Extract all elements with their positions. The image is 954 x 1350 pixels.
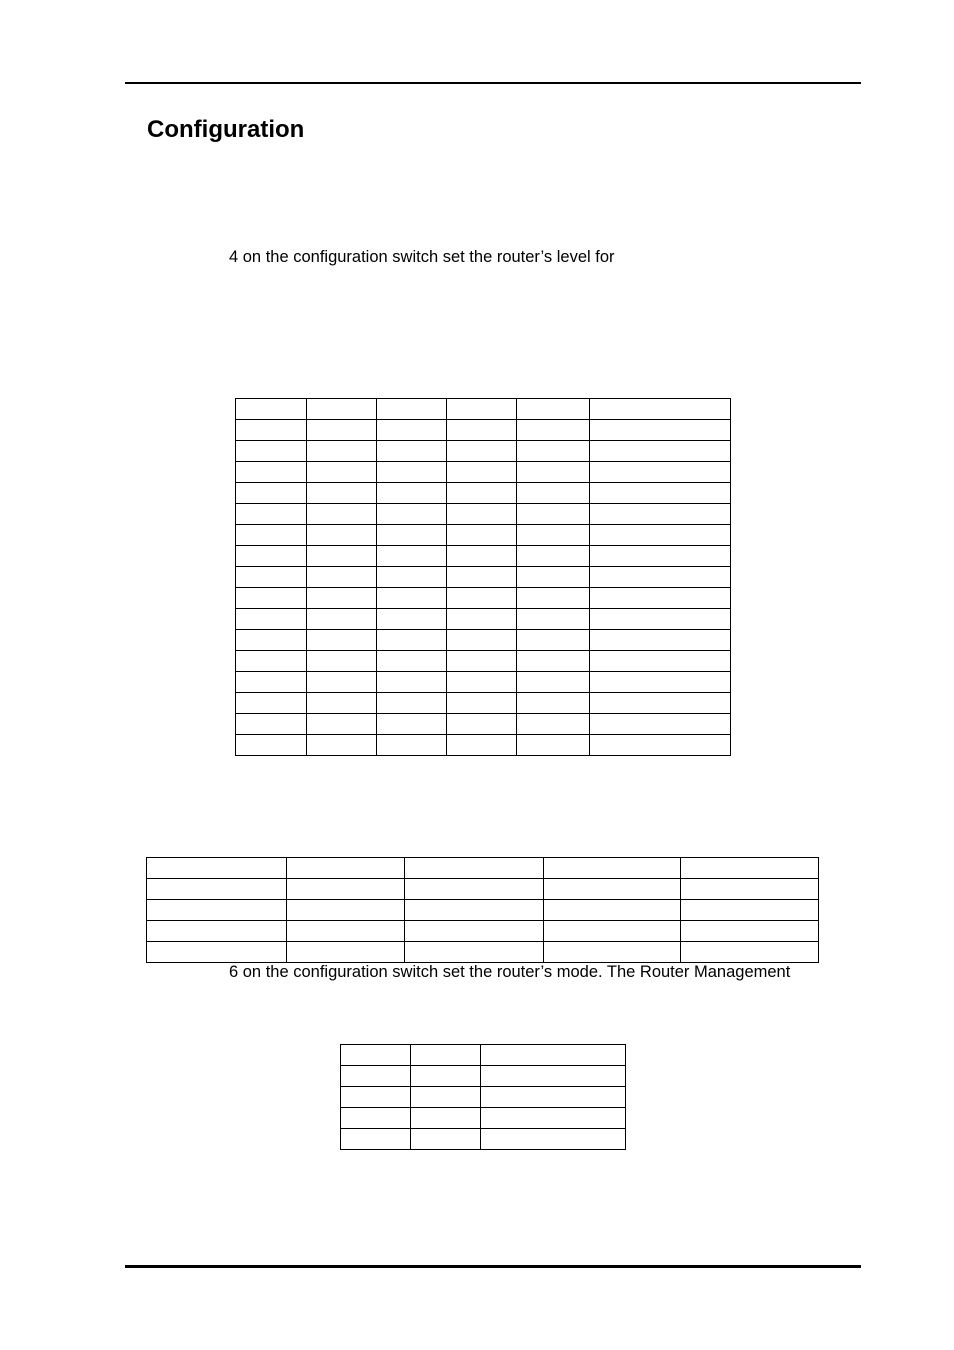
table-cell bbox=[517, 525, 590, 546]
table-cell bbox=[590, 609, 731, 630]
table-cell bbox=[481, 1129, 626, 1150]
table-cell bbox=[377, 441, 447, 462]
table-cell bbox=[236, 630, 307, 651]
table-cell bbox=[681, 858, 819, 879]
table-cell bbox=[307, 693, 377, 714]
table-cell bbox=[411, 1087, 481, 1108]
table-cell bbox=[447, 735, 517, 756]
table-row bbox=[236, 714, 731, 735]
table-cell bbox=[236, 441, 307, 462]
table-cell bbox=[377, 714, 447, 735]
table-cell bbox=[447, 693, 517, 714]
table-cell bbox=[341, 1066, 411, 1087]
table-cell bbox=[405, 921, 544, 942]
table-cell bbox=[447, 441, 517, 462]
table-cell bbox=[681, 942, 819, 963]
mode-setting-table bbox=[340, 1044, 626, 1150]
table-cell bbox=[590, 735, 731, 756]
table-row bbox=[236, 525, 731, 546]
table-row bbox=[341, 1129, 626, 1150]
table-cell bbox=[147, 900, 287, 921]
table-cell bbox=[287, 858, 405, 879]
table-cell bbox=[307, 735, 377, 756]
table-cell bbox=[447, 588, 517, 609]
table-cell bbox=[447, 504, 517, 525]
table-cell bbox=[236, 420, 307, 441]
table-cell bbox=[517, 651, 590, 672]
table-cell bbox=[236, 651, 307, 672]
table-cell bbox=[447, 420, 517, 441]
table-cell bbox=[481, 1087, 626, 1108]
table-cell bbox=[377, 567, 447, 588]
table-cell bbox=[681, 900, 819, 921]
table-row bbox=[147, 858, 819, 879]
table-cell bbox=[544, 942, 681, 963]
table-cell bbox=[377, 651, 447, 672]
table-row bbox=[236, 735, 731, 756]
table-cell bbox=[236, 525, 307, 546]
table-cell bbox=[590, 651, 731, 672]
table-cell bbox=[307, 525, 377, 546]
table-cell bbox=[377, 630, 447, 651]
table-cell bbox=[236, 672, 307, 693]
table-row bbox=[147, 921, 819, 942]
table-cell bbox=[590, 462, 731, 483]
table-cell bbox=[377, 483, 447, 504]
table-cell bbox=[236, 714, 307, 735]
table-cell bbox=[341, 1045, 411, 1066]
table-cell bbox=[341, 1108, 411, 1129]
table-cell bbox=[411, 1066, 481, 1087]
table-cell bbox=[405, 942, 544, 963]
table-cell bbox=[377, 546, 447, 567]
table-cell bbox=[447, 525, 517, 546]
table-cell bbox=[517, 630, 590, 651]
table-cell bbox=[307, 567, 377, 588]
table-cell bbox=[307, 609, 377, 630]
table-cell bbox=[377, 735, 447, 756]
table-cell bbox=[377, 609, 447, 630]
table-cell bbox=[287, 879, 405, 900]
table-cell bbox=[411, 1045, 481, 1066]
table-cell bbox=[377, 420, 447, 441]
table-cell bbox=[411, 1108, 481, 1129]
table-cell bbox=[405, 879, 544, 900]
table-cell bbox=[411, 1129, 481, 1150]
table-row bbox=[236, 672, 731, 693]
table-cell bbox=[147, 858, 287, 879]
table-cell bbox=[517, 588, 590, 609]
table-cell bbox=[590, 672, 731, 693]
table-cell bbox=[447, 630, 517, 651]
table-cell bbox=[147, 921, 287, 942]
table-cell bbox=[517, 399, 590, 420]
table-cell bbox=[590, 588, 731, 609]
table-cell bbox=[590, 483, 731, 504]
table-cell bbox=[590, 504, 731, 525]
table-cell bbox=[517, 546, 590, 567]
table-cell bbox=[517, 693, 590, 714]
level-paragraph: 4 on the configuration switch set the router’s level for bbox=[229, 248, 615, 266]
page-title: Configuration bbox=[147, 116, 305, 143]
table-cell bbox=[377, 693, 447, 714]
table-cell bbox=[590, 567, 731, 588]
table-cell bbox=[681, 921, 819, 942]
table-row bbox=[147, 942, 819, 963]
table-cell bbox=[517, 462, 590, 483]
table-cell bbox=[236, 546, 307, 567]
table-cell bbox=[236, 735, 307, 756]
table-cell bbox=[447, 651, 517, 672]
level-table bbox=[235, 398, 731, 756]
table-row bbox=[236, 462, 731, 483]
table-cell bbox=[307, 504, 377, 525]
table-cell bbox=[517, 441, 590, 462]
table-cell bbox=[517, 609, 590, 630]
table-cell bbox=[517, 483, 590, 504]
table-row bbox=[236, 504, 731, 525]
table-cell bbox=[481, 1045, 626, 1066]
table-cell bbox=[447, 672, 517, 693]
table-row bbox=[236, 399, 731, 420]
table-cell bbox=[590, 420, 731, 441]
table-cell bbox=[236, 693, 307, 714]
table-cell bbox=[447, 483, 517, 504]
table-cell bbox=[590, 399, 731, 420]
table-cell bbox=[147, 879, 287, 900]
table-row bbox=[236, 420, 731, 441]
table-cell bbox=[307, 651, 377, 672]
table-cell bbox=[544, 858, 681, 879]
table-cell bbox=[236, 462, 307, 483]
footer-rule bbox=[125, 1265, 861, 1268]
table-cell bbox=[447, 546, 517, 567]
table-cell bbox=[236, 399, 307, 420]
table-cell bbox=[590, 441, 731, 462]
table-row bbox=[147, 879, 819, 900]
table-cell bbox=[307, 588, 377, 609]
table-cell bbox=[236, 588, 307, 609]
table-cell bbox=[236, 609, 307, 630]
table-cell bbox=[236, 567, 307, 588]
table-cell bbox=[517, 420, 590, 441]
table-cell bbox=[147, 942, 287, 963]
table-cell bbox=[447, 567, 517, 588]
table-row bbox=[341, 1087, 626, 1108]
table-cell bbox=[307, 399, 377, 420]
table-cell bbox=[377, 672, 447, 693]
table-cell bbox=[377, 504, 447, 525]
table-row bbox=[147, 900, 819, 921]
table-cell bbox=[544, 879, 681, 900]
table-cell bbox=[405, 900, 544, 921]
table-cell bbox=[287, 900, 405, 921]
table-cell bbox=[447, 399, 517, 420]
table-cell bbox=[341, 1087, 411, 1108]
table-cell bbox=[307, 714, 377, 735]
table-cell bbox=[590, 525, 731, 546]
table-cell bbox=[447, 609, 517, 630]
table-cell bbox=[287, 921, 405, 942]
table-cell bbox=[287, 942, 405, 963]
table-cell bbox=[544, 921, 681, 942]
table-cell bbox=[377, 525, 447, 546]
mode-table bbox=[146, 857, 819, 963]
table-row bbox=[236, 567, 731, 588]
table-cell bbox=[307, 462, 377, 483]
table-cell bbox=[236, 504, 307, 525]
table-row bbox=[341, 1108, 626, 1129]
table-cell bbox=[307, 546, 377, 567]
header-rule bbox=[125, 82, 861, 84]
table-row bbox=[236, 483, 731, 504]
table-cell bbox=[377, 399, 447, 420]
table-row bbox=[236, 693, 731, 714]
table-cell bbox=[481, 1108, 626, 1129]
table-cell bbox=[590, 693, 731, 714]
table-cell bbox=[481, 1066, 626, 1087]
table-cell bbox=[307, 483, 377, 504]
table-cell bbox=[590, 546, 731, 567]
table-row bbox=[236, 630, 731, 651]
table-cell bbox=[307, 672, 377, 693]
table-cell bbox=[447, 714, 517, 735]
mode-paragraph: 6 on the configuration switch set the router’s mode. The Router Management bbox=[229, 963, 791, 981]
table-cell bbox=[517, 672, 590, 693]
table-cell bbox=[681, 879, 819, 900]
table-row bbox=[341, 1045, 626, 1066]
table-row bbox=[236, 588, 731, 609]
table-cell bbox=[377, 588, 447, 609]
table-cell bbox=[377, 462, 447, 483]
table-cell bbox=[307, 420, 377, 441]
table-cell bbox=[447, 462, 517, 483]
table-row bbox=[236, 609, 731, 630]
table-row bbox=[236, 441, 731, 462]
table-row bbox=[341, 1066, 626, 1087]
table-row bbox=[236, 546, 731, 567]
table-row bbox=[236, 651, 731, 672]
table-cell bbox=[544, 900, 681, 921]
table-cell bbox=[517, 567, 590, 588]
table-cell bbox=[405, 858, 544, 879]
table-cell bbox=[236, 483, 307, 504]
table-cell bbox=[307, 630, 377, 651]
table-cell bbox=[517, 714, 590, 735]
table-cell bbox=[517, 735, 590, 756]
table-cell bbox=[341, 1129, 411, 1150]
table-cell bbox=[590, 714, 731, 735]
table-cell bbox=[517, 504, 590, 525]
table-cell bbox=[590, 630, 731, 651]
table-cell bbox=[307, 441, 377, 462]
